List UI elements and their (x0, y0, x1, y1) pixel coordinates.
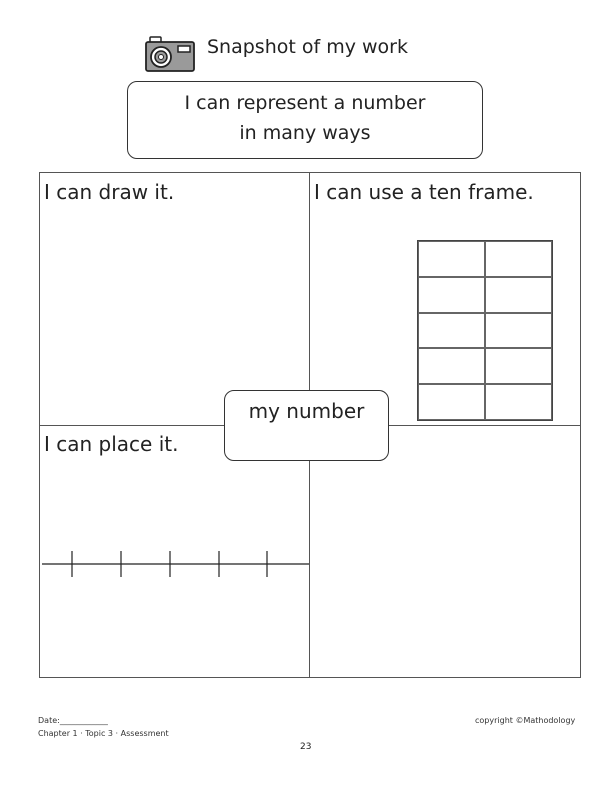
ten-frame-cell (485, 241, 552, 277)
ten-frame-cell (418, 241, 485, 277)
ten-frame (417, 240, 553, 421)
camera-icon (145, 36, 195, 72)
chapter-topic-text: Chapter 1 · Topic 3 · Assessment (38, 729, 169, 738)
ten-frame-cell (485, 348, 552, 384)
ten-frame-cell (485, 313, 552, 349)
number-line (42, 548, 310, 580)
place-it-label: I can place it. (44, 432, 179, 456)
date-field: Date:____________ (38, 716, 108, 725)
ten-frame-label: I can use a ten frame. (314, 180, 534, 204)
ten-frame-cell (418, 384, 485, 420)
ten-frame-cell (418, 348, 485, 384)
ten-frame-cell (485, 277, 552, 313)
draw-it-label: I can draw it. (44, 180, 175, 204)
copyright-text: copyright ©Mathodology (475, 716, 576, 725)
ten-frame-cell (418, 313, 485, 349)
my-number-label: my number (248, 399, 365, 423)
page-title: Snapshot of my work (207, 36, 408, 58)
page-number: 23 (300, 742, 312, 752)
goal-line-2: in many ways (239, 122, 371, 144)
ten-frame-cell (485, 384, 552, 420)
my-number-box (224, 390, 389, 461)
goal-line-1: I can represent a number (184, 92, 426, 114)
learning-goal-box (127, 81, 483, 159)
ten-frame-cell (418, 277, 485, 313)
